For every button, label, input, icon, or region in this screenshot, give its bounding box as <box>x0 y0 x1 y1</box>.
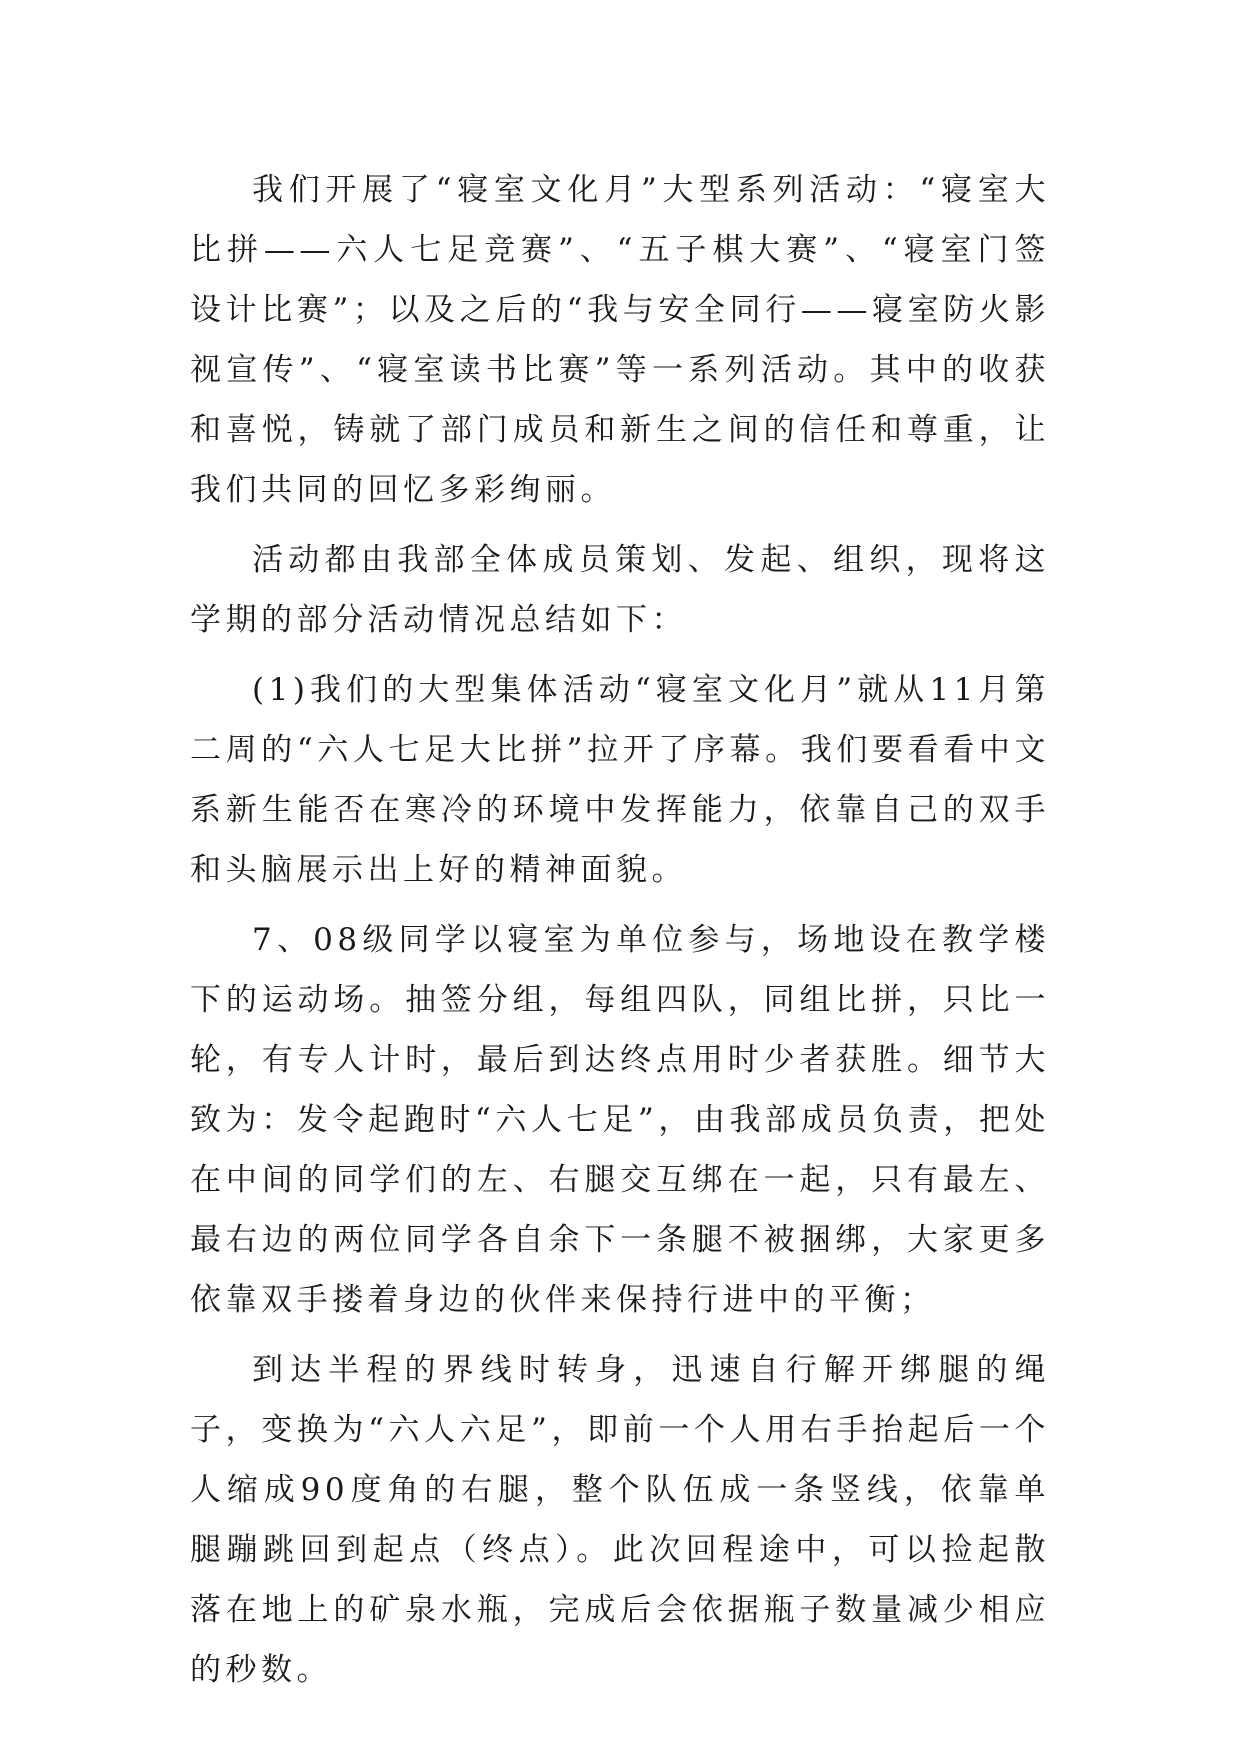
document-body <box>190 160 1050 1710</box>
paragraph-dorm-culture-month: 我们开展了“寝室文化月”大型系列活动：“寝室大比拼——六人七足竞赛”、“五子棋大赛”、“寝室门签设计比赛”；以及之后的“我与安全同行——寝室防火影视宣传”、“寝室读书比赛”等一系列活动。其中的收获和喜悦，铸就了部门成员和新生之间的信任和尊重，让我们共同的回忆多彩绚丽。 <box>190 172 1050 508</box>
paragraph-race-return: 到达半程的界线时转身，迅速自行解开绑腿的绳子，变换为“六人六足”，即前一个人用右手抬起后一个人缩成90度角的右腿，整个队伍成一条竖线，依靠单腿蹦跳回到起点（终点）。此次回程途中，可以捡起散落在地上的矿泉水瓶，完成后会依据瓶子数量减少相应的秒数。 <box>190 1352 1050 1688</box>
paragraph-activity-1: (1)我们的大型集体活动“寝室文化月”就从11月第二周的“六人七足大比拼”拉开了序幕。我们要看看中文系新生能否在寒冷的环境中发挥能力，依靠自己的双手和头脑展示出上好的精神面貌。 <box>190 672 1050 888</box>
paragraph-summary-intro: 活动都由我部全体成员策划、发起、组织，现将这学期的部分活动情况总结如下： <box>190 542 1050 638</box>
paragraph-race-rules: 7、08级同学以寝室为单位参与，场地设在教学楼下的运动场。抽签分组，每组四队，同组比拼，只比一轮，有专人计时，最后到达终点用时少者获胜。细节大致为：发令起跑时“六人七足”，由我部成员负责，把处在中间的同学们的左、右腿交互绑在一起，只有最左、最右边的两位同学各自余下一条腿不被捆绑，大家更多依靠双手搂着身边的伙伴来保持行进中的平衡； <box>190 922 1050 1318</box>
